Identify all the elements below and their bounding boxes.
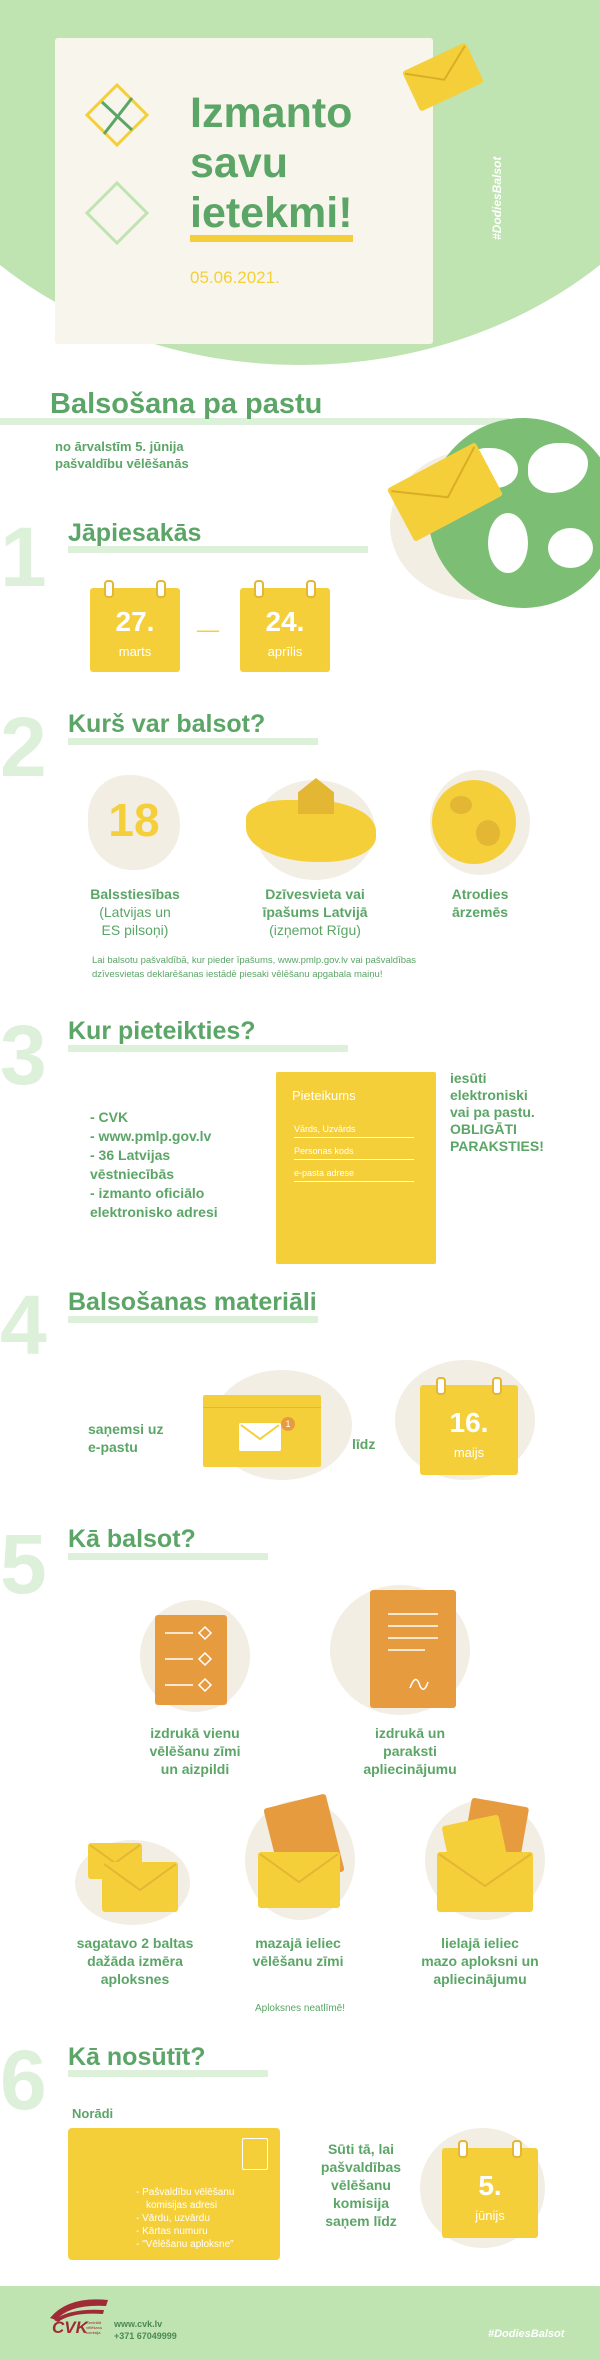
envelope-warning-note: Aploksnes neatlīmē!	[254, 2003, 346, 2014]
property-note: Lai balsotu pašvaldībā, kur pieder īpašums, www.pmlp.gov.lv vai pašvaldības dzīvesvietas deklarēšanas iestādē piesaki vēlēšanu apgabala maiņu!	[92, 955, 417, 980]
step1-title: Jāpiesakās	[68, 519, 202, 547]
step-number-6: 6	[0, 2033, 47, 2127]
step-sign-caption: izdrukā un paraksti apliecinājumu	[363, 1725, 457, 1777]
application-form	[276, 1072, 436, 1264]
email-text: saņemsi uz e-pastu	[88, 1421, 164, 1455]
step-number-3: 3	[0, 1008, 47, 1102]
form-field: Personas kods	[294, 1146, 414, 1160]
checkmark-diamond-icon	[82, 80, 152, 150]
specify-label: Norādi	[72, 2106, 114, 2121]
step-number-4: 4	[0, 1278, 47, 1372]
footer-contacts	[114, 2318, 177, 2342]
voting-rights-caption: Balsstiesības (Latvijas un ES pilsoņi)	[90, 886, 180, 938]
submit-instructions: iesūti elektroniski vai pa pastu. OBLIGĀTI PARAKSTIES!	[450, 1070, 544, 1154]
hashtag-vertical: #DodiesBalsot	[490, 156, 504, 240]
open-envelope-small-icon	[258, 1852, 340, 1908]
address-lines: - Pašvaldību vēlēšanu komisijas adresi - Vārdu, uzvārdu - Kārtas numuru - "Vēlēšanu aploksne"	[136, 2187, 235, 2250]
materials-day: 16.	[449, 1407, 489, 1438]
header-title	[190, 88, 353, 242]
cvk-logo-text: CVK	[52, 2318, 88, 2337]
date-range-dash: —	[197, 617, 219, 642]
stamp-placeholder	[242, 2138, 268, 2170]
step-number-1: 1	[0, 510, 47, 604]
residence-caption: Dzīvesvieta vai īpašums Latvijā (izņemot Rīgu)	[262, 886, 368, 938]
intro-title: Balsošana pa pastu	[50, 388, 323, 420]
step-envelopes-caption: sagatavo 2 baltas dažāda izmēra aploksnes	[76, 1935, 194, 1987]
ballot-paper-icon	[155, 1615, 227, 1705]
end-month: aprīlis	[267, 644, 303, 659]
step5-underline	[68, 1553, 268, 1560]
form-title: Pieteikums	[292, 1088, 356, 1103]
diamond-icon	[82, 178, 152, 248]
step-print-ballot-caption: izdrukā vienu vēlēšanu zīmi un aizpildi	[149, 1725, 241, 1777]
step-number-2: 2	[0, 700, 47, 794]
globe-small-icon	[432, 780, 516, 864]
title-line-2: savu	[190, 139, 289, 187]
step-number-5: 5	[0, 1517, 47, 1611]
envelope-large-icon	[102, 1862, 178, 1912]
deadline-month: jūnijs	[475, 2208, 505, 2223]
step2-underline	[68, 738, 318, 745]
deadline-day: 5.	[478, 2170, 502, 2201]
end-day: 24.	[265, 606, 305, 637]
send-deadline-text: Sūti tā, lai pašvaldības vēlēšanu komisija saņem līdz	[320, 2141, 402, 2229]
step6-title: Kā nosūtīt?	[68, 2043, 206, 2071]
title-line-3: ietekmi!	[190, 191, 353, 242]
form-field: e-pasta adrese	[294, 1168, 414, 1182]
mail-envelope-icon	[239, 1423, 281, 1451]
step5-title: Kā balsot?	[68, 1525, 196, 1553]
title-line-1: Izmanto	[190, 89, 353, 137]
cvk-logo-subtitle: Centrālā vēlēšanu komisija	[86, 2320, 103, 2335]
apply-options-list: - CVK - www.pmlp.gov.lv - 36 Latvijas vēstniecībās - izmanto oficiālo elektronisko adresi	[90, 1109, 218, 1220]
start-month: marts	[118, 644, 152, 659]
website-link[interactable]: www.cvk.lv	[114, 2319, 163, 2329]
step-small-envelope-caption: mazajā ieliec vēlēšanu zīmi	[252, 1935, 344, 1969]
abroad-caption: Atrodies ārzemēs	[451, 886, 509, 920]
start-day: 27.	[115, 606, 155, 637]
calendar-start	[90, 588, 180, 672]
form-field: Vārds, Uzvārds	[294, 1124, 414, 1138]
calendar-end	[240, 588, 330, 672]
cvk-logo	[48, 2296, 110, 2342]
age-number: 18	[108, 794, 160, 846]
materials-month: maijs	[453, 1445, 485, 1460]
open-envelope-large-icon	[437, 1852, 533, 1912]
until-text: līdz	[352, 1436, 376, 1452]
email-window	[203, 1395, 321, 1467]
step2-title: Kurš var balsot?	[68, 710, 266, 738]
calendar-materials	[420, 1385, 518, 1475]
step4-title: Balsošanas materiāli	[68, 1288, 317, 1316]
calendar-deadline	[442, 2148, 538, 2238]
phone-number[interactable]: +371 67049999	[114, 2331, 177, 2341]
header-date: 05.06.2021.	[190, 268, 280, 287]
step3-underline	[68, 1045, 348, 1052]
footer-hashtag: #DodiesBalsot	[488, 2328, 565, 2340]
step3-title: Kur pieteikties?	[68, 1017, 256, 1045]
address-envelope	[68, 2128, 280, 2260]
intro-subtitle: no ārvalstīm 5. jūnija pašvaldību vēlēšanās	[55, 439, 189, 471]
step4-underline	[68, 1316, 318, 1323]
notification-badge: 1	[281, 1417, 295, 1431]
step-large-envelope-caption: lielajā ieliec mazo aploksni un apliecinājumu	[421, 1935, 539, 1987]
certificate-icon	[370, 1590, 456, 1708]
